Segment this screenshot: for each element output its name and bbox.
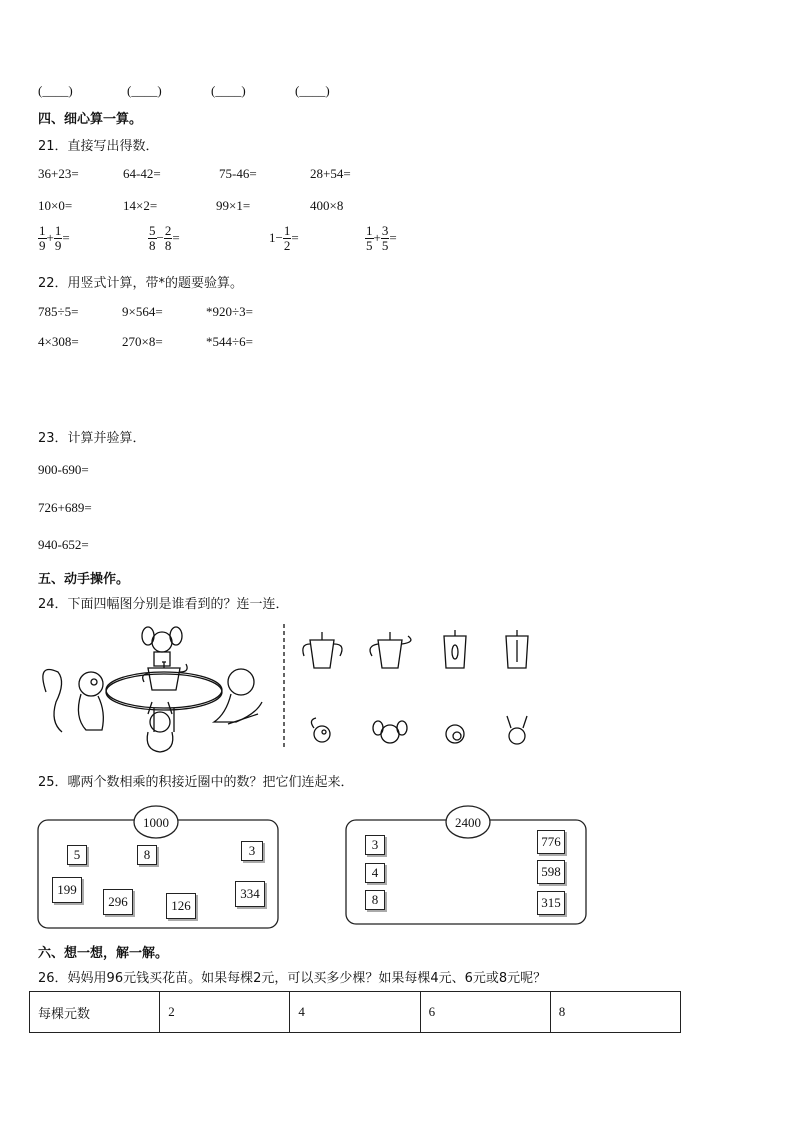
teapot-view-2-icon <box>370 632 411 668</box>
teapot-view-1-icon <box>303 632 342 668</box>
number-card[interactable]: 8 <box>365 890 385 910</box>
calc-item: 75-46= <box>219 166 257 181</box>
number-card[interactable]: 199 <box>52 877 82 903</box>
teapot-view-3-icon <box>444 630 466 668</box>
calc-item: 28+54= <box>310 166 351 181</box>
number-card[interactable]: 4 <box>365 863 385 883</box>
calc-item: 36+23= <box>38 166 79 181</box>
table-cell: 每棵元数 <box>30 992 160 1033</box>
number-card[interactable]: 296 <box>103 889 133 915</box>
q22-title: 22．用竖式计算，带*的题要验算。 <box>38 276 244 291</box>
section-5-heading: 五、动手操作。 <box>38 572 130 587</box>
calc-item: 14×2= <box>123 198 158 213</box>
number-card[interactable]: 776 <box>537 830 565 854</box>
dog-face-icon <box>373 721 407 743</box>
viewpoint-illustration <box>36 622 546 756</box>
calc-item: 4×308= <box>38 334 79 349</box>
answer-blank-4[interactable]: (____) <box>295 83 330 98</box>
table-cell: 6 <box>420 992 550 1033</box>
section-6-heading: 六、想一想，解一解。 <box>38 946 169 961</box>
table-row <box>30 992 681 1033</box>
number-card[interactable]: 5 <box>67 845 87 865</box>
table-cell: 8 <box>550 992 680 1033</box>
calc-item: 9×564= <box>122 304 163 319</box>
number-card[interactable]: 598 <box>537 860 565 884</box>
teapot-view-4-icon <box>506 630 528 668</box>
rabbit-face-icon <box>507 716 527 744</box>
number-card[interactable]: 8 <box>137 845 157 865</box>
number-card[interactable]: 3 <box>241 841 263 861</box>
calc-item: 940-652= <box>38 537 89 552</box>
calc-item: *544÷6= <box>206 334 253 349</box>
calc-item: 10×0= <box>38 198 73 213</box>
table-cell: 2 <box>160 992 290 1033</box>
q24-title: 24．下面四幅图分别是谁看到的？连一连． <box>38 597 289 612</box>
fraction-expression-4: $\frac{1}{5}$ + $\frac{3}{5}$ = <box>366 223 397 253</box>
calc-item: *920÷3= <box>206 304 253 319</box>
squirrel-face-icon <box>311 718 330 742</box>
price-table <box>29 991 681 1033</box>
calc-item: 400×8 <box>310 198 344 213</box>
answer-blank-3[interactable]: (____) <box>211 83 246 98</box>
squirrel-icon <box>43 670 103 733</box>
number-card[interactable]: 315 <box>537 891 565 915</box>
q23-title: 23．计算并验算． <box>38 431 146 446</box>
number-card[interactable]: 126 <box>166 893 196 919</box>
q26-title: 26．妈妈用96元钱买花苗。如果每棵2元，可以买多少棵？如果每棵4元、6元或8元呢？ <box>38 971 547 986</box>
number-card[interactable]: 334 <box>235 881 265 907</box>
answer-blank-1[interactable]: (____) <box>38 83 73 98</box>
target-number-2400: 2400 <box>455 815 481 830</box>
calc-item: 900-690= <box>38 462 89 477</box>
monkey-icon <box>214 669 262 724</box>
q21-title: 21．直接写出得数． <box>38 139 159 154</box>
number-card[interactable]: 3 <box>365 835 385 855</box>
calc-item: 270×8= <box>122 334 163 349</box>
calc-item: 64-42= <box>123 166 161 181</box>
monkey-face-icon <box>446 725 464 743</box>
answer-blank-2[interactable]: (____) <box>127 83 162 98</box>
calc-item: 99×1= <box>216 198 251 213</box>
q25-title: 25．哪两个数相乘的积接近圈中的数？把它们连起来． <box>38 775 354 790</box>
dog-icon <box>142 627 182 666</box>
target-number-1000: 1000 <box>143 815 169 830</box>
section-4-heading: 四、细心算一算。 <box>38 112 143 127</box>
table-cell: 4 <box>290 992 420 1033</box>
round-table-icon <box>106 672 222 732</box>
calc-item: 785÷5= <box>38 304 79 319</box>
calc-item: 726+689= <box>38 500 92 515</box>
fraction-expression-1: $\frac{1}{9}$ + $\frac{1}{9}$ = <box>39 223 70 253</box>
fraction-expression-2: $\frac{5}{8}$ − $\frac{2}{8}$ = <box>149 223 180 253</box>
fraction-expression-3: 1− $\frac{1}{2}$ = <box>269 223 299 253</box>
